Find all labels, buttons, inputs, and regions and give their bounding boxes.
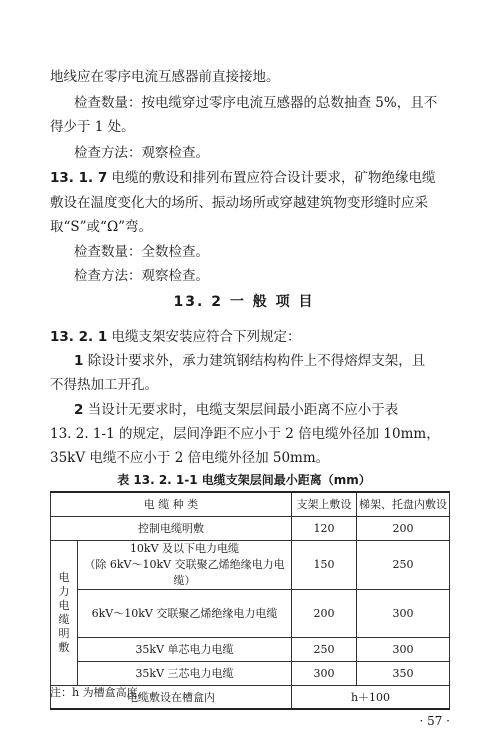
- table-cell: 350: [357, 661, 450, 685]
- paragraph-line: 取“S”或“Ω”弯。: [50, 219, 153, 235]
- table-cell: 200: [357, 516, 450, 540]
- table-cell: 150: [292, 540, 357, 589]
- table-cell: 35kV 三芯电力电缆: [78, 661, 292, 685]
- paragraph-line: 得少于 1 处。: [50, 119, 135, 135]
- group-label-cell: 电 力 电 缆 明 敷: [51, 540, 78, 685]
- clause-text: 电缆的敷设和排列布置应符合设计要求，矿物绝缘电缆: [111, 170, 436, 186]
- table-cell: h＋100: [292, 685, 450, 709]
- table-caption: 表 13. 2. 1-1 电缆支架层间最小距离（mm）: [117, 473, 371, 487]
- paragraph-line: 检查数量：按电缆穿过零序电流互感器的总数抽查 5%，且不: [74, 95, 438, 111]
- paragraph-line: 地线应在零序电流互感器前直接接地。: [50, 69, 280, 85]
- table-row: [51, 516, 450, 540]
- table-cell: 控制电缆明敷: [51, 516, 292, 540]
- table-row: [51, 540, 450, 589]
- table-cell: 10kV 及以下电力电缆 （除 6kV～10kV 交联聚乙烯绝缘电力电缆）: [78, 540, 292, 589]
- item-number: 1: [74, 353, 84, 369]
- page-number: · 57 ·: [419, 714, 450, 728]
- table-row: [51, 637, 450, 661]
- clause-number: 13. 1. 7: [50, 170, 108, 186]
- table-row: [51, 589, 450, 637]
- table-cell: 6kV～10kV 交联聚乙烯绝缘电力电缆: [78, 589, 292, 637]
- item-number: 2: [74, 402, 84, 418]
- table-row: [51, 661, 450, 685]
- clause-number: 13. 2. 1: [50, 329, 108, 345]
- spacing-table: [50, 491, 450, 710]
- paragraph-line: 检查方法：观察检查。: [74, 145, 209, 161]
- table-cell: 300: [357, 637, 450, 661]
- section-heading: 13. 2 一 般 项 目: [173, 294, 315, 310]
- table-cell: 250: [357, 540, 450, 589]
- clause-13-2-1: [50, 326, 450, 348]
- paragraph-line: 检查数量：全数检查。: [74, 244, 209, 260]
- header-cell: 电 缆 种 类: [51, 492, 292, 516]
- table-cell: 电缆敷设在槽盒内: [51, 685, 292, 709]
- paragraph-line: 敷设在温度变化大的场所、振动场所或穿越建筑物变形缝时应采: [50, 195, 428, 211]
- table-cell: 250: [292, 637, 357, 661]
- header-cell: 梯架、托盘内敷设: [357, 492, 450, 516]
- table-cell: 300: [357, 589, 450, 637]
- clause-text: 电缆支架安装应符合下列规定：: [111, 329, 301, 345]
- item-text: 当设计无要求时，电缆支架层间最小距离不应小于表: [87, 402, 399, 418]
- table-note: 注：h 为槽盒高度。: [50, 686, 149, 699]
- table-cell: 300: [292, 661, 357, 685]
- item-2: [74, 399, 450, 421]
- header-cell: 支架上敷设: [292, 492, 357, 516]
- paragraph-line: 13. 2. 1-1 的规定，层间净距不应小于 2 倍电缆外径加 10mm，: [50, 426, 440, 442]
- item-1: [74, 350, 450, 372]
- clause-13-1-7: [50, 167, 450, 189]
- item-text: 除设计要求外，承力建筑钢结构构件上不得熔焊支架，且: [87, 353, 426, 369]
- table-cell: 200: [292, 589, 357, 637]
- table-header-row: [51, 492, 450, 516]
- paragraph-line: 检查方法：观察检查。: [74, 268, 209, 284]
- table-cell: 120: [292, 516, 357, 540]
- table-cell: 35kV 单芯电力电缆: [78, 637, 292, 661]
- paragraph-line: 不得热加工开孔。: [50, 377, 158, 393]
- paragraph-line: 35kV 电缆不应小于 2 倍电缆外径加 50mm。: [50, 450, 330, 466]
